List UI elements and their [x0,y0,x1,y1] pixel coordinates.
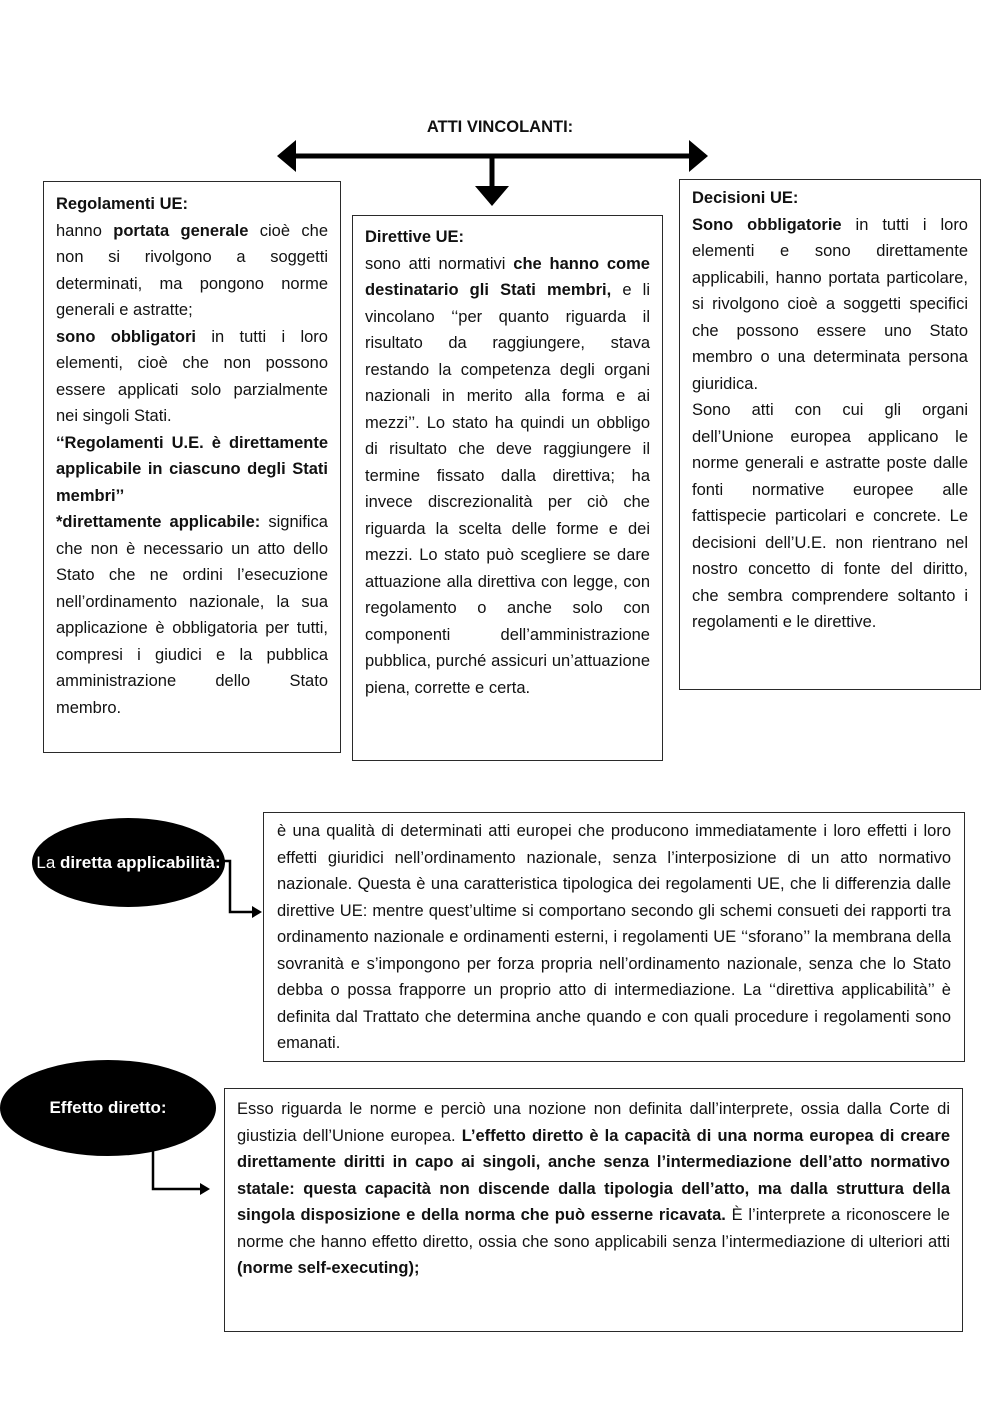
direttive-text: sono atti normativi che hanno come destinatario gli Stati membri, e li vincolano ‘‘per quanto riguarda il risultato da raggiungere, stava restando la competenza degli organi nazionali in merito alla forma e ai mezzi’’. Lo stato ha quindi un obbligo di risultato che deve raggiungere il termine fissato dalla direttiva; ha invece discrezionalità per ciò che riguarda la scelta delle forme e dei mezzi. Lo stato può scegliere se dare attuazione alla direttiva con legge, con regolamento o anche solo con componenti dell’amministrazione pubblica, purché assicuri un’attuazione piena, corrette e certa. [365,254,650,697]
elbow-arrow-icon [223,861,262,918]
decisioni-title: Decisioni UE: [692,189,799,207]
regolamenti-note: *direttamente applicabile: significa che non è necessario un atto dello Stato che ne ordini l’esecuzione nell’ordinamento nazionale, la sua applicazione è obbligatoria per tutti, compresi i giudici e la pubblica amministrazione dello Stato membro. [56,513,328,717]
down-arrow-icon [475,156,509,206]
diretta-applicabilita-text: è una qualità di determinati atti europei che producono immediatamente i loro effetti i loro effetti giuridici nell’ordinamento nazionale, senza l’interposizione di un atto normativo nazionale. Questa è una caratteristica tipologica dei regolamenti UE, che li differenzia dalle direttive UE: mentre quest’ultime si comportano secondo gli schemi consueti dei rapporti tra ordinamento nazionale e ordinamenti esterni, i regolamenti UE ‘‘sforano’’ la membrana della sovranità e s’impongono per forza propria nell’ordinamento nazionale, senza che lo Stato debba o possa frapporre un proprio atto di intermediazione. La ‘‘direttiva applicabilità’’ è definita dal Trattato che determina anche quando e con quali procedure i regolamenti sono emanati. [277,822,951,1052]
effetto-diretto-box [224,1088,963,1332]
effetto-diretto-text: Esso riguarda le norme e perciò una nozione non definita dall’interprete, ossia dalla Corte di giustizia dell’Unione europea. L’effetto diretto è la capacità di una norma europea di creare direttamente diritti in capo ai singoli, anche senza l’intermediazione dell’atto normativo statale: questa capacità non discende dalla tipologia dell’atto, ma dalla struttura della singola disposizione e della norma che può esserne ricavata. È l’interprete a riconoscere le norme che hanno effetto diretto, ossia che sono applicabili senza l’intermediazione di ulteriori atti (norme self-executing); [237,1100,951,1277]
regolamenti-box [43,181,341,753]
regolamenti-quote: ‘‘Regolamenti U.E. è direttamente applicabile in ciascuno degli Stati membri’’ [56,433,328,505]
elbow-arrow-icon [153,1150,210,1195]
decisioni-box [679,179,981,690]
regolamenti-portata: hanno portata generale cioè che non si rivolgono a soggetti determinati, ma pongono norme generali e astratte; [56,221,329,319]
decisioni-obbligatorie: Sono obbligatorie in tutti i loro elementi e sono direttamente applicabili, hanno portata particolare, si rivolgono cioè a soggetti specifici che possono essere uno Stato membro o una determinata persona giuridica. [692,215,968,393]
direttive-box [352,215,663,761]
regolamenti-title: Regolamenti UE: [56,195,189,213]
direttive-title: Direttive UE: [365,228,465,246]
diretta-applicabilita-label: La diretta applicabilità: [32,818,225,907]
regolamenti-obbligatori: sono obbligatori in tutti i loro elementi, cioè che non possono essere applicati solo parzialmente nei singoli Stati. [56,327,328,425]
page-title: ATTI VINCOLANTI: [426,118,574,136]
effetto-diretto-label: Effetto diretto: [0,1060,216,1156]
diretta-applicabilita-box [263,812,965,1062]
decisioni-atti: Sono atti con cui gli organi dell’Unione europea applicano le norme generali e astratte poste dalle fonti normative europee alle fattispecie particolari e concrete. Le decisioni dell’U.E. non rientrano nel nostro concetto di fonte del diritto, che sembra comprendere soltanto i regolamenti e le direttive. [692,401,968,631]
